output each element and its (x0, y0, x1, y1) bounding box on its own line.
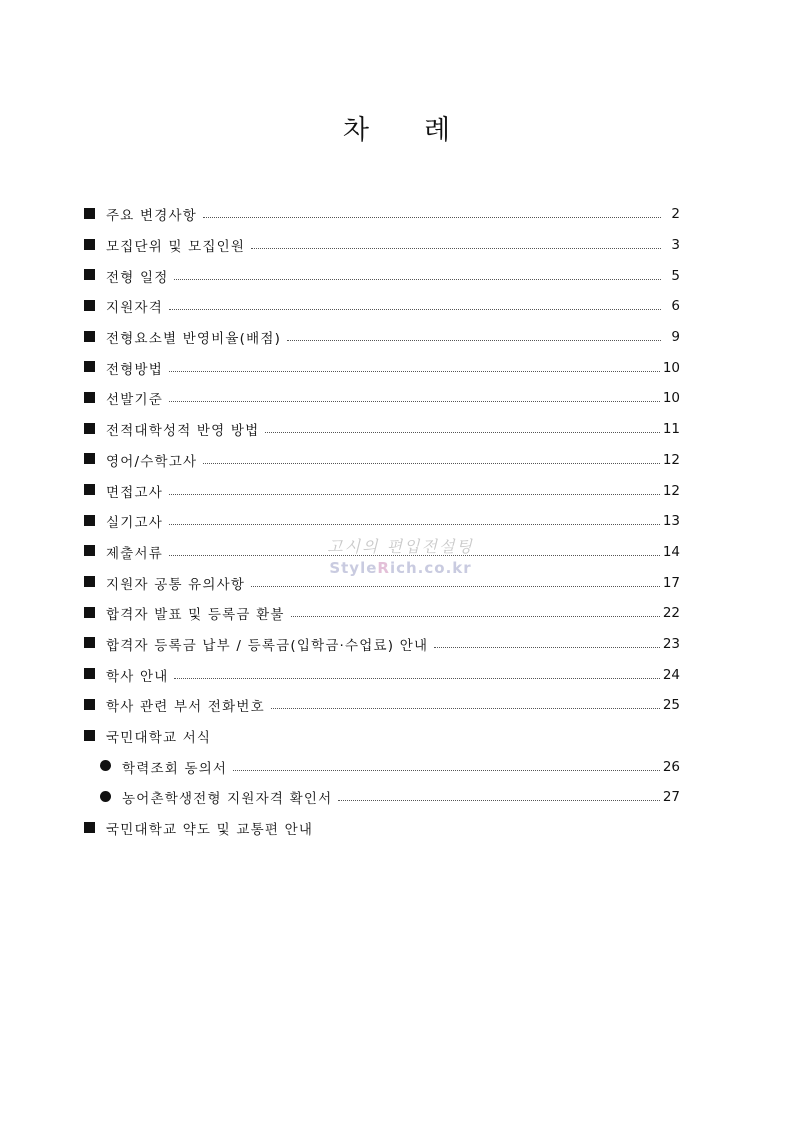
toc-entry-page: 5 (671, 267, 680, 284)
bullet-square-icon (84, 668, 106, 681)
toc-entry-label: 실기고사 (106, 515, 163, 532)
toc-entry (84, 659, 680, 690)
bullet-square-icon (84, 822, 106, 835)
bullet-square-icon (84, 545, 106, 558)
toc-entry-page: 24 (662, 666, 680, 683)
toc-entry-page: 12 (662, 482, 680, 499)
bullet-dot-icon (100, 760, 122, 773)
toc-entry-page: 9 (671, 329, 680, 346)
bullet-square-icon (84, 239, 106, 252)
toc-entry-label: 제출서류 (106, 545, 163, 562)
toc-entry-page: 17 (662, 574, 680, 591)
bullet-square-icon (84, 361, 106, 374)
toc-entry-label: 주요 변경사항 (106, 208, 197, 225)
dot-leader (169, 308, 661, 310)
toc-entry (84, 414, 680, 445)
toc-entry (84, 629, 680, 660)
toc-entry-page: 3 (671, 237, 680, 254)
dot-leader (338, 799, 659, 801)
toc-entry (84, 260, 680, 291)
bullet-square-icon (84, 730, 106, 743)
watermark-korean: 고시의 편입전설팅 (327, 537, 474, 556)
dot-leader (169, 370, 660, 372)
bullet-square-icon (84, 484, 106, 497)
bullet-square-icon (84, 331, 106, 344)
toc-entry-label: 학력조회 동의서 (122, 760, 228, 777)
toc-entry-label: 학사 관련 부서 전화번호 (106, 699, 265, 716)
toc-entry-label: 전형 일정 (106, 269, 169, 286)
toc-entry-page: 10 (662, 359, 680, 376)
toc-entry-label: 지원자 공통 유의사항 (106, 576, 246, 593)
toc-subentry (84, 751, 680, 782)
toc-entry (84, 567, 680, 598)
dot-leader (265, 431, 659, 433)
dot-leader (291, 615, 660, 617)
bullet-square-icon (84, 392, 106, 405)
toc-entry-page: 27 (662, 789, 680, 806)
watermark-site-part-1: Style (329, 559, 378, 577)
dot-leader (233, 769, 660, 771)
toc-entry (84, 721, 680, 752)
dot-leader (169, 523, 660, 525)
dot-leader (203, 216, 661, 218)
toc-entry-label: 선발기준 (106, 392, 163, 409)
title-part-1: 차 (342, 115, 369, 146)
toc-entry-label: 합격자 등록금 납부 / 등록금(입학금·수업료) 안내 (106, 637, 429, 654)
dot-leader (251, 585, 660, 587)
toc-entry-label: 면접고사 (106, 484, 163, 501)
toc-entry-page: 13 (662, 513, 680, 530)
title-part-2: 례 (424, 115, 451, 146)
bullet-square-icon (84, 637, 106, 650)
toc-entry-label: 국민대학교 약도 및 교통편 안내 (106, 822, 314, 839)
bullet-square-icon (84, 515, 106, 528)
toc-entry-label: 전형방법 (106, 361, 163, 378)
toc-entry-label: 모집단위 및 모집인원 (106, 239, 246, 256)
toc-entry-page: 11 (662, 421, 680, 438)
toc-subentry (84, 782, 680, 813)
dot-leader (174, 278, 661, 280)
bullet-square-icon (84, 300, 106, 313)
toc-entry-label: 학사 안내 (106, 668, 169, 685)
toc-entry (84, 291, 680, 322)
toc-entry-label: 지원자격 (106, 300, 163, 317)
bullet-square-icon (84, 269, 106, 282)
toc-entry-label: 국민대학교 서식 (106, 730, 212, 747)
bullet-square-icon (84, 576, 106, 589)
toc-entry-page: 14 (662, 543, 680, 560)
dot-leader (169, 493, 660, 495)
toc-entry (84, 199, 680, 230)
toc-entry-label: 전형요소별 반영비율(배점) (106, 331, 282, 348)
toc-entry-label: 영어/수학고사 (106, 453, 198, 470)
toc-entry (84, 352, 680, 383)
toc-entry-page: 26 (662, 758, 680, 775)
bullet-dot-icon (100, 791, 122, 804)
dot-leader (434, 646, 660, 648)
toc-entry (84, 230, 680, 261)
toc-entry-label: 농어촌학생전형 지원자격 확인서 (122, 791, 333, 808)
bullet-square-icon (84, 607, 106, 620)
toc-entry (84, 506, 680, 537)
dot-leader (203, 462, 660, 464)
bullet-square-icon (84, 699, 106, 712)
dot-leader (174, 677, 659, 679)
toc-entry-page: 6 (671, 298, 680, 315)
watermark-site-part-3: ich.co.kr (389, 559, 472, 577)
bullet-square-icon (84, 423, 106, 436)
toc-entry (84, 690, 680, 721)
page-title (0, 108, 793, 147)
toc-entry-page: 12 (662, 451, 680, 468)
dot-leader (287, 339, 661, 341)
toc-entry (84, 813, 680, 844)
dot-leader (251, 247, 661, 249)
toc-entry (84, 383, 680, 414)
toc-entry-page: 25 (662, 697, 680, 714)
toc-entry (84, 445, 680, 476)
dot-leader (169, 554, 660, 556)
toc-entry (84, 537, 680, 568)
watermark-site-part-2: R (377, 559, 390, 577)
toc-entry-label: 전적대학성적 반영 방법 (106, 423, 260, 440)
bullet-square-icon (84, 453, 106, 466)
toc-entry-page: 23 (662, 635, 680, 652)
table-of-contents (84, 199, 680, 843)
dot-leader (169, 400, 660, 402)
toc-entry (84, 475, 680, 506)
toc-entry-page: 2 (671, 206, 680, 223)
toc-entry-label: 합격자 발표 및 등록금 환불 (106, 607, 285, 624)
dot-leader (271, 707, 660, 709)
bullet-square-icon (84, 208, 106, 221)
toc-entry-page: 10 (662, 390, 680, 407)
toc-entry (84, 322, 680, 353)
toc-entry (84, 598, 680, 629)
toc-entry-page: 22 (662, 605, 680, 622)
